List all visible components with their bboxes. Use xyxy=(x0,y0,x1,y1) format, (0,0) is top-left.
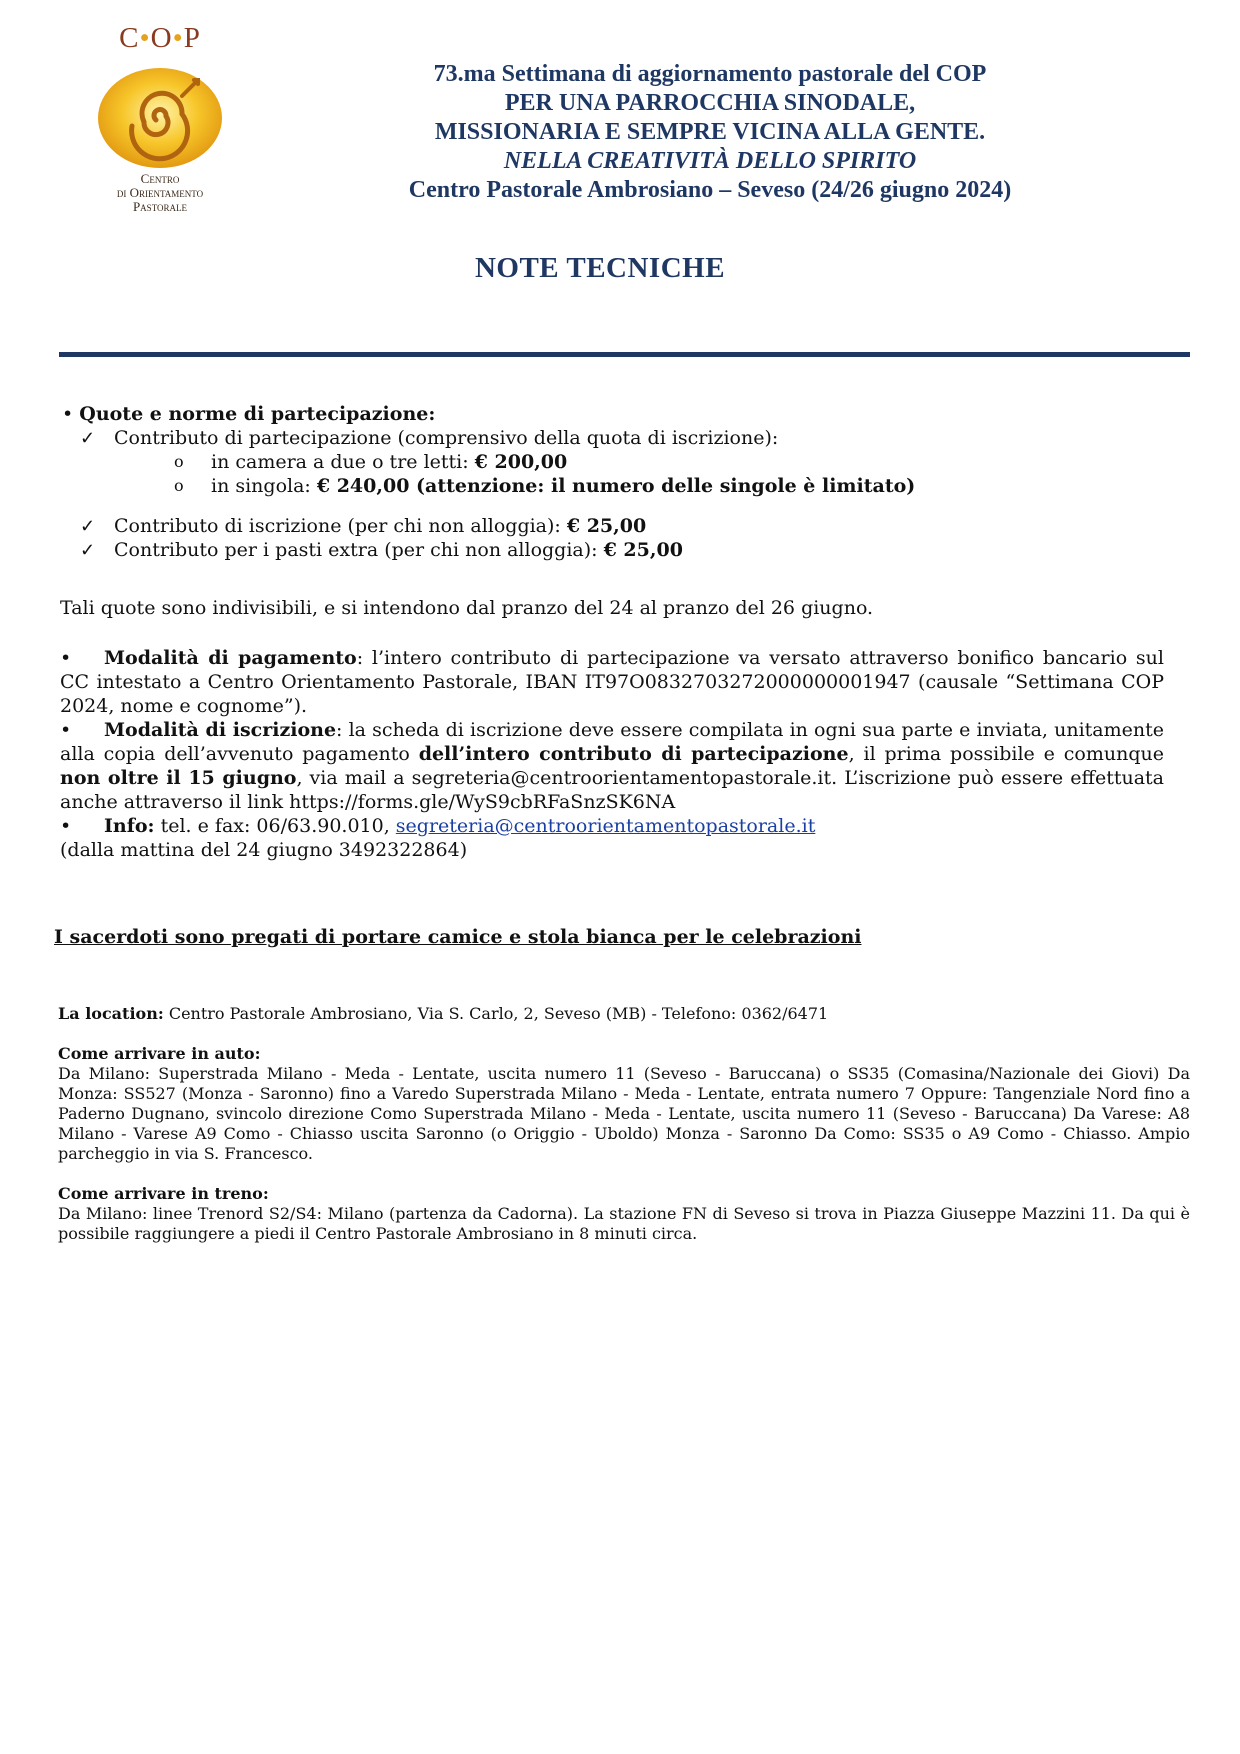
payment-registration-block xyxy=(60,646,1164,862)
priests-note: I sacerdoti sono pregati di portare camice e stola bianca per le celebrazioni xyxy=(54,926,862,948)
quote-note: Tali quote sono indivisibili, e si intendono dal pranzo del 24 al pranzo del 26 giugno. xyxy=(60,597,874,619)
circle-bullet-icon: o xyxy=(174,452,184,471)
registration-paragraph: • Modalità di iscrizione: la scheda di iscrizione deve essere compilata in ogni sua parte e inviata, unitamente alla copia dell’avvenuto pagamento dell’intero contributo di partecipazione, il prima possibile e comunque non oltre il 15 giugno, via mail a segreteria@centroorientamentopastorale.it. L’iscrizione può essere effettuata anche attraverso il link https://forms.gle/WyS9cbRFaSnzSK6NA xyxy=(60,719,1164,813)
header-edition: 73.ma Settimana di aggiornamento pastorale del COP xyxy=(433,61,987,87)
train-directions: Da Milano: linee Trenord S2/S4: Milano (partenza da Cadorna). La stazione FN di Seveso si trova in Piazza Giuseppe Mazzini 11. Da qui è possibile raggiungere a piedi il Centro Pastorale Ambrosiano in 8 minuti circa. xyxy=(58,1204,1190,1243)
spiral-sun-icon xyxy=(94,66,226,170)
train-heading: Come arrivare in treno: xyxy=(58,1184,269,1203)
logo-org-name: Centro di Orientamento Pastorale xyxy=(116,171,204,214)
room-double: in camera a due o tre letti: € 200,00 xyxy=(211,451,568,473)
room-single: in singola: € 240,00 (attenzione: il numero delle singole è limitato) xyxy=(211,475,916,497)
document-title: NOTE TECNICHE xyxy=(474,252,726,284)
checkmark-icon: ✓ xyxy=(80,516,96,537)
header-subtitle: NELLA CREATIVITÀ DELLO SPIRITO xyxy=(503,148,917,174)
info-extra: (dalla mattina del 24 giugno 3492322864) xyxy=(60,839,468,861)
email-link[interactable]: segreteria@centroorientamentopastorale.it xyxy=(395,815,816,837)
logo-acronym: C•O•P xyxy=(119,22,201,54)
contrib-iscrizione: Contributo di iscrizione (per chi non alloggia): € 25,00 xyxy=(114,515,647,537)
quote-heading: • Quote e norme di partecipazione: xyxy=(62,403,436,425)
divider-rule xyxy=(59,352,1190,357)
event-header xyxy=(330,60,1090,205)
cop-logo xyxy=(80,22,240,214)
payment-paragraph: • Modalità di pagamento: l’intero contributo di partecipazione va versato attraverso bonifico bancario sul CC intestato a Centro Orientamento Pastorale, IBAN IT97O0832703272000000001947 (causale “Settimana COP 2024, nome e cognome”). xyxy=(60,647,1164,717)
header-venue-dates: Centro Pastorale Ambrosiano – Seveso (24/26 giugno 2024) xyxy=(408,177,1012,203)
header-theme-line2: MISSIONARIA E SEMPRE VICINA ALLA GENTE. xyxy=(434,119,986,145)
checkmark-icon: ✓ xyxy=(80,428,96,449)
info-paragraph: • Info: tel. e fax: 06/63.90.010, segreteria@centroorientamentopastorale.it xyxy=(60,815,816,837)
contrib-pasti: Contributo per i pasti extra (per chi non alloggia): € 25,00 xyxy=(114,539,683,561)
car-directions: Da Milano: Superstrada Milano - Meda - Lentate, uscita numero 11 (Seveso - Baruccana) o SS35 (Comasina/Nazionale dei Giovi) Da Monza: SS527 (Monza - Saronno) fino a Varedo Superstrada Milano - Meda - Lentate, entrata numero 7 Oppure: Tangenziale Nord fino a Paderno Dugnano, svincolo direzione Como Superstrada Milano - Meda - Lentate, uscita numero 11 (Seveso - Baruccana) Da Varese: A8 Milano - Varese A9 Como - Chiasso uscita Saronno (o Origgio - Uboldo) Monza - Saronno Da Como: SS35 o A9 Como - Chiasso. Ampio parcheggio in via S. Francesco. xyxy=(58,1064,1190,1163)
location-line: La location: Centro Pastorale Ambrosiano, Via S. Carlo, 2, Seveso (MB) - Telefono: 0362/6471 xyxy=(58,1004,829,1023)
contrib-partecipazione: Contributo di partecipazione (comprensivo della quota di iscrizione): xyxy=(114,427,779,449)
car-heading: Come arrivare in auto: xyxy=(58,1044,261,1063)
checkmark-icon: ✓ xyxy=(80,540,96,561)
header-theme-line1: PER UNA PARROCCHIA SINODALE, xyxy=(504,90,916,116)
location-block xyxy=(58,1004,1190,1244)
circle-bullet-icon: o xyxy=(174,476,184,495)
